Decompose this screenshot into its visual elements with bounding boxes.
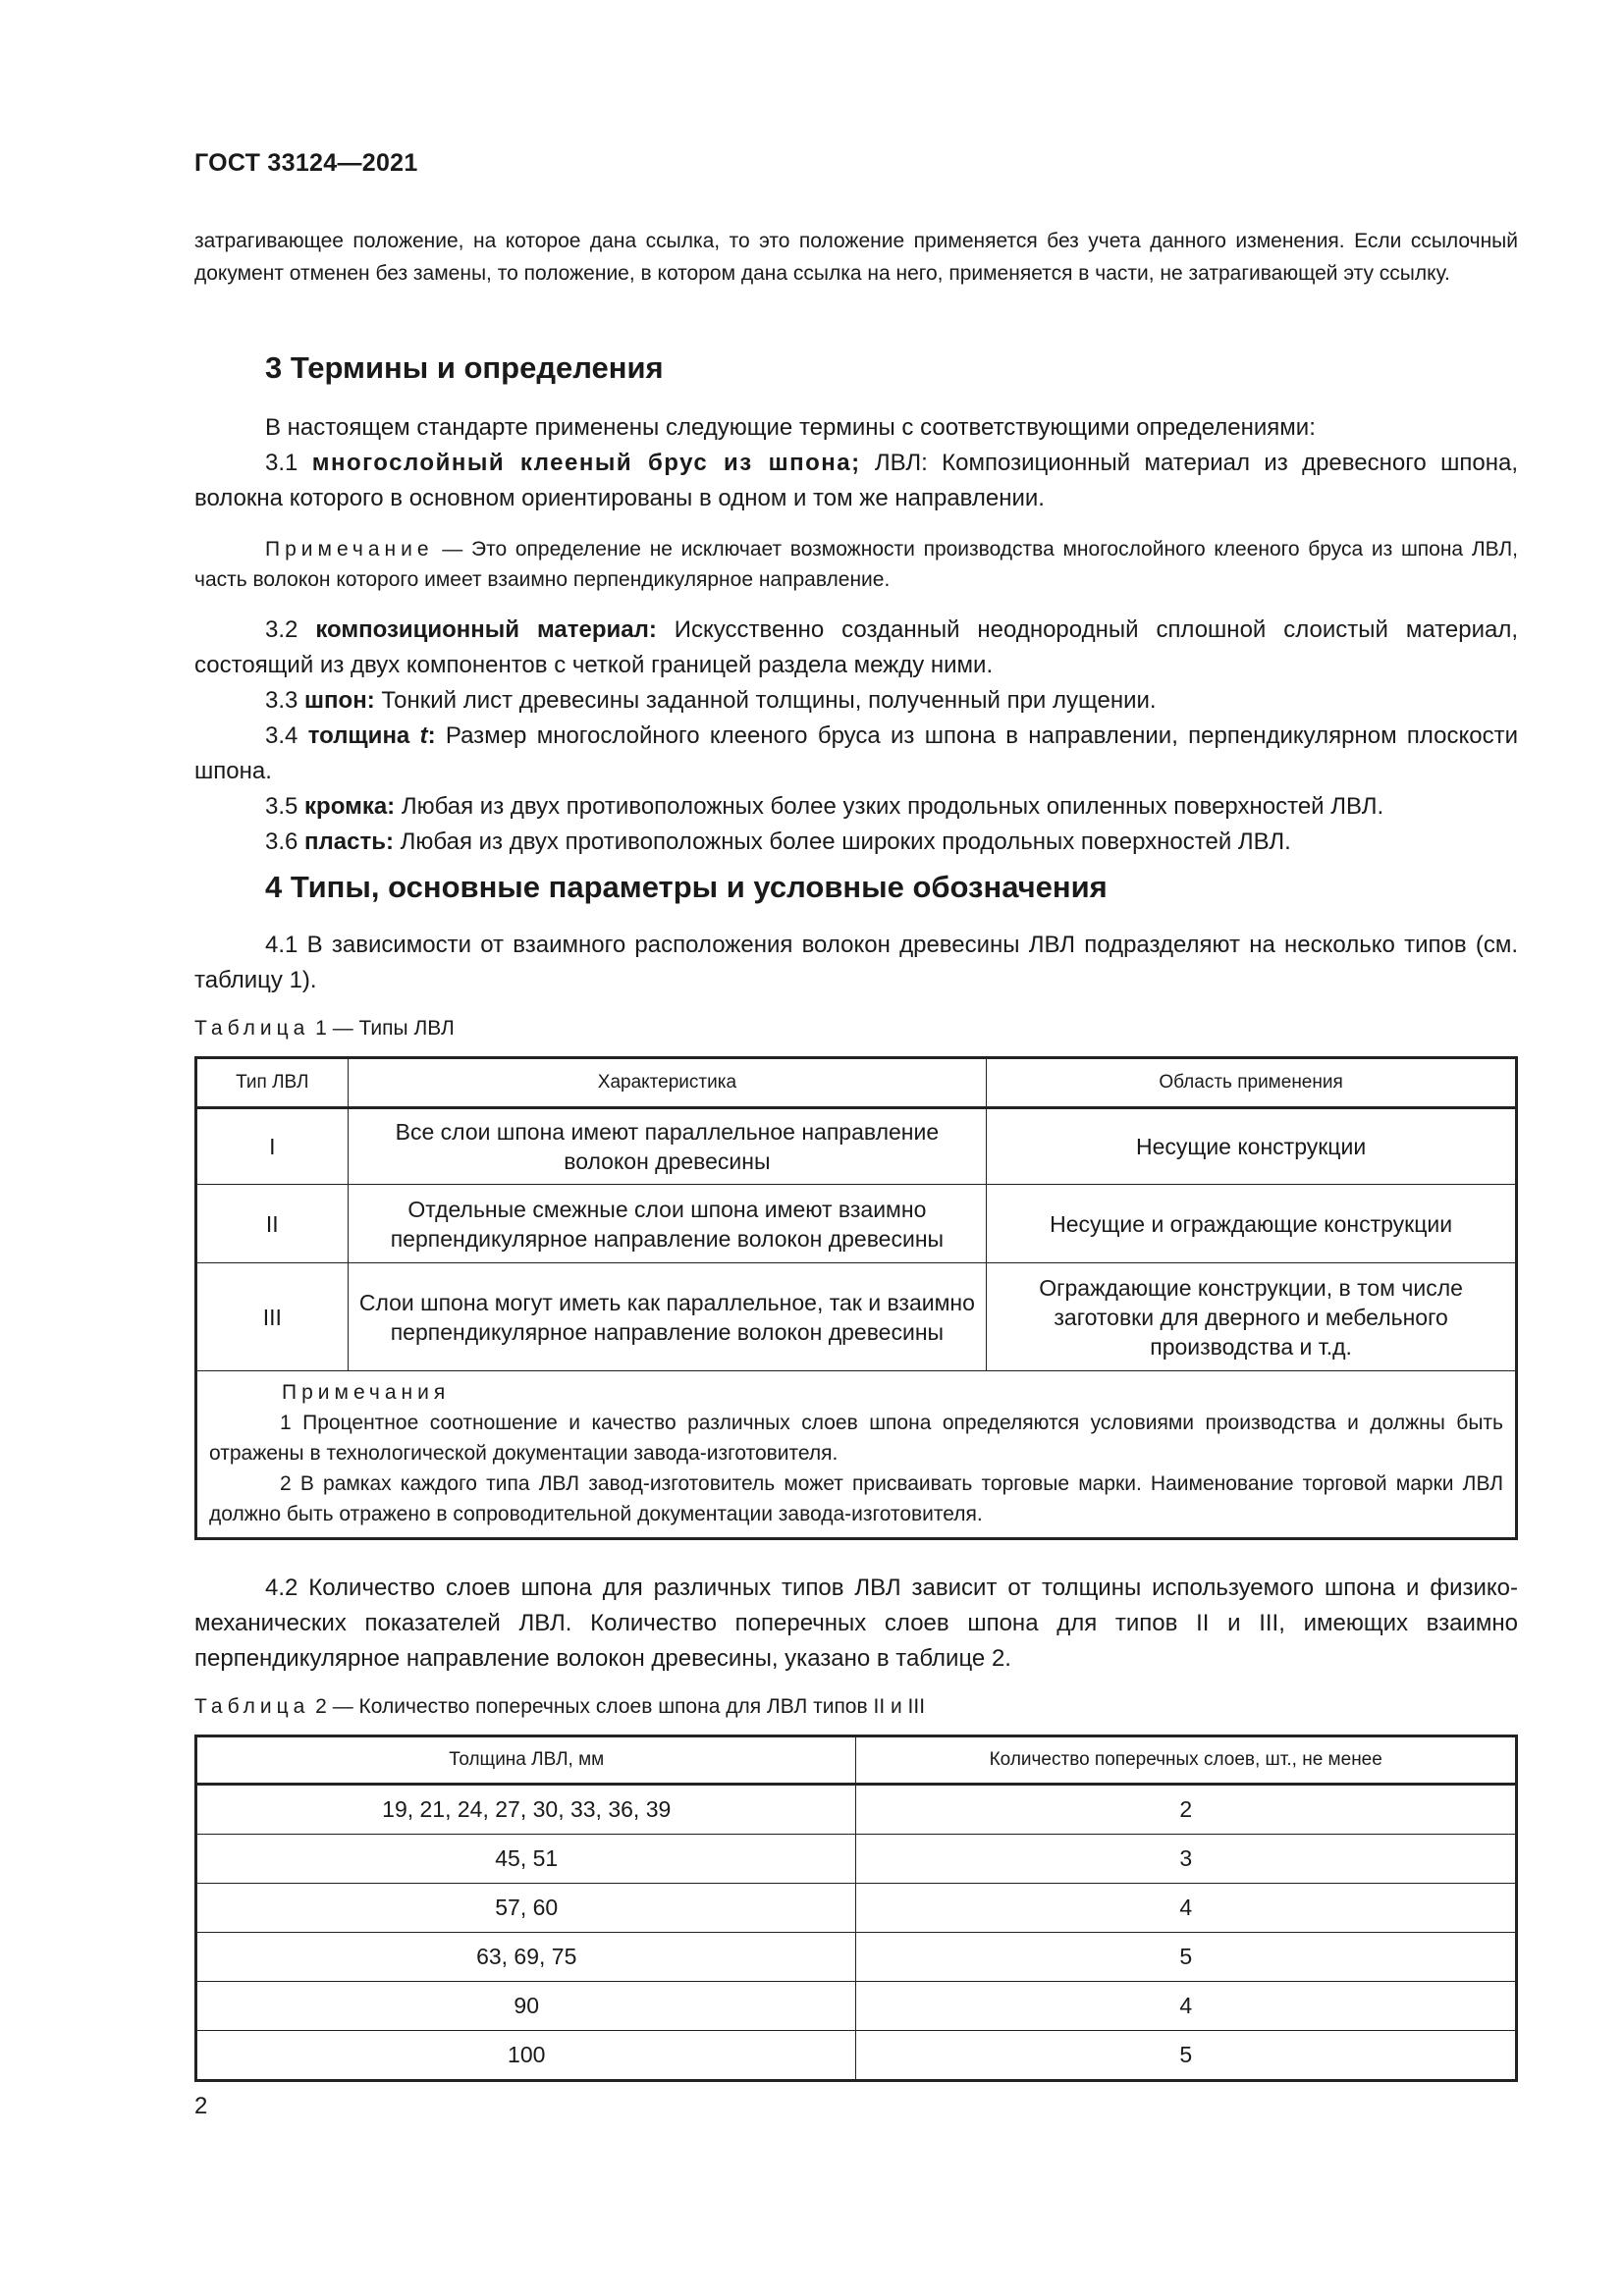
cell-thickness: 63, 69, 75 — [196, 1933, 856, 1982]
cell-count: 4 — [856, 1982, 1517, 2031]
term-definition: Любая из двух противоположных более узких продольных опиленных поверхностей ЛВЛ. — [395, 793, 1384, 820]
note-1: 1 Процентное соотношение и качество различных слоев шпона определяются условиями производства и должны быть отражены в технологической документации завода-изготовителя. — [209, 1412, 1503, 1465]
term-3-2 — [194, 613, 1518, 683]
term-name: многослойный клееный брус из шпона; — [311, 450, 861, 476]
table-row — [196, 1933, 1517, 1982]
column-header: Количество поперечных слоев, шт., не менее — [856, 1736, 1517, 1785]
cell-characteristic: Все слои шпона имеют параллельное направление волокон древесины — [348, 1108, 987, 1185]
note-text: — Это определение не исключает возможности производства многослойного клееного бруса из шпона ЛВЛ, часть волокон которого имеет взаимно перпендикулярное направление. — [194, 538, 1518, 591]
cell-characteristic: Отдельные смежные слои шпона имеют взаимно перпендикулярное направление волокон древесины — [348, 1185, 987, 1263]
table-1-caption — [194, 1017, 1518, 1041]
table-2-caption — [194, 1695, 1518, 1719]
cell-count: 2 — [856, 1785, 1517, 1835]
term-definition: Размер многослойного клееного бруса из шпона в направлении, перпендикулярном плоскости шпона. — [194, 722, 1519, 784]
cell-count: 5 — [856, 2031, 1517, 2081]
table-row — [196, 1263, 1517, 1371]
term-3-4 — [194, 719, 1518, 789]
term-3-1-note — [194, 534, 1518, 595]
term-symbol: t — [419, 722, 428, 749]
term-colon: : — [427, 722, 436, 749]
table-row — [196, 1884, 1517, 1933]
paragraph-4-2: 4.2 Количество слоев шпона для различных типов ЛВЛ зависит от толщины используемого шпона и физико-механических показателей ЛВЛ. Количество поперечных слоев шпона для типов II и III, имеющих взаимно перпендикулярное направление волокон древесины, указано в таблице 2. — [194, 1575, 1518, 1672]
table-1 — [194, 1056, 1518, 1540]
cell-application: Несущие конструкции — [987, 1108, 1517, 1185]
table-row — [196, 1185, 1517, 1263]
note-label: Примечание — [265, 538, 434, 561]
term-name: толщина — [307, 722, 410, 749]
cell-type: III — [196, 1263, 349, 1371]
caption-text: 1 — Типы ЛВЛ — [309, 1017, 455, 1040]
table-row — [196, 2031, 1517, 2081]
term-name: пласть: — [304, 828, 394, 855]
intro-paragraph: затрагивающее положение, на которое дана ссылка, то это положение применяется без учета данного изменения. Если ссылочный документ отменен без замены, то положение, в котором дана ссылка на него, применяется в части, не затрагивающей эту ссылку. — [194, 230, 1518, 285]
paragraph-4-1: 4.1 В зависимости от взаимного расположения волокон древесины ЛВЛ подразделяют на несколько типов (см. таблицу 1). — [194, 932, 1518, 993]
term-3-6 — [194, 825, 1518, 860]
table-row — [196, 1108, 1517, 1185]
term-name: кромка: — [304, 793, 396, 820]
note-2: 2 В рамках каждого типа ЛВЛ завод-изготовитель может присваивать торговые марки. Наименование торговой марки ЛВЛ должно быть отражено в сопроводительной документации завода-изготовителя. — [209, 1472, 1503, 1525]
table-header-row — [196, 1058, 1517, 1108]
column-header: Область применения — [987, 1058, 1517, 1108]
table-row — [196, 1835, 1517, 1884]
table-2 — [194, 1735, 1518, 2082]
table-row — [196, 1785, 1517, 1835]
cell-thickness: 45, 51 — [196, 1835, 856, 1884]
term-number: 3.6 — [265, 828, 298, 855]
term-number: 3.3 — [265, 687, 298, 714]
term-number: 3.5 — [265, 793, 298, 820]
term-definition: ЛВЛ: Композиционный материал из древесного шпона, волокна которого в основном ориентированы в одном и том же направлении. — [194, 450, 1518, 511]
term-definition: Тонкий лист древесины заданной толщины, полученный при лущении. — [374, 687, 1157, 714]
section-3-lead: В настоящем стандарте применены следующие термины с соответствующими определениями: — [265, 414, 1316, 441]
cell-count: 4 — [856, 1884, 1517, 1933]
term-number: 3.4 — [265, 722, 298, 749]
cell-thickness: 19, 21, 24, 27, 30, 33, 36, 39 — [196, 1785, 856, 1835]
term-3-5 — [194, 789, 1518, 825]
term-definition: Искусственно созданный неоднородный сплошной слоистый материал, состоящий из двух компонентов с четкой границей раздела между ними. — [194, 616, 1519, 678]
cell-application: Ограждающие конструкции, в том числе заготовки для дверного и мебельного производства и т.д. — [987, 1263, 1517, 1371]
caption-label: Таблица — [194, 1695, 310, 1718]
cell-type: I — [196, 1108, 349, 1185]
term-definition: Любая из двух противоположных более широких продольных поверхностей ЛВЛ. — [393, 828, 1291, 855]
table-row — [196, 1982, 1517, 2031]
cell-thickness: 57, 60 — [196, 1884, 856, 1933]
term-name: шпон: — [304, 687, 375, 714]
cell-characteristic: Слои шпона могут иметь как параллельное, так и взаимно перпендикулярное направление волокон древесины — [348, 1263, 987, 1371]
cell-count: 5 — [856, 1933, 1517, 1982]
table-notes — [196, 1371, 1517, 1539]
caption-text: 2 — Количество поперечных слоев шпона для ЛВЛ типов II и III — [309, 1695, 926, 1718]
term-number: 3.1 — [265, 450, 298, 476]
cell-count: 3 — [856, 1835, 1517, 1884]
cell-thickness: 100 — [196, 2031, 856, 2081]
cell-type: II — [196, 1185, 349, 1263]
page-number: 2 — [194, 2093, 208, 2119]
notes-label: Примечания — [282, 1381, 451, 1404]
cell-thickness: 90 — [196, 1982, 856, 2031]
column-header: Тип ЛВЛ — [196, 1058, 349, 1108]
cell-application: Несущие и ограждающие конструкции — [987, 1185, 1517, 1263]
column-header: Толщина ЛВЛ, мм — [196, 1736, 856, 1785]
section-4-title: 4 Типы, основные параметры и условные обозначения — [265, 870, 1108, 904]
section-3-title: 3 Термины и определения — [265, 350, 664, 385]
table-notes-row — [196, 1371, 1517, 1539]
term-name: композиционный материал: — [315, 616, 657, 643]
term-3-3 — [194, 683, 1518, 719]
column-header: Характеристика — [348, 1058, 987, 1108]
standard-code: ГОСТ 33124—2021 — [194, 149, 418, 177]
caption-label: Таблица — [194, 1017, 310, 1040]
term-3-1 — [194, 446, 1518, 516]
table-header-row — [196, 1736, 1517, 1785]
term-number: 3.2 — [265, 616, 298, 643]
